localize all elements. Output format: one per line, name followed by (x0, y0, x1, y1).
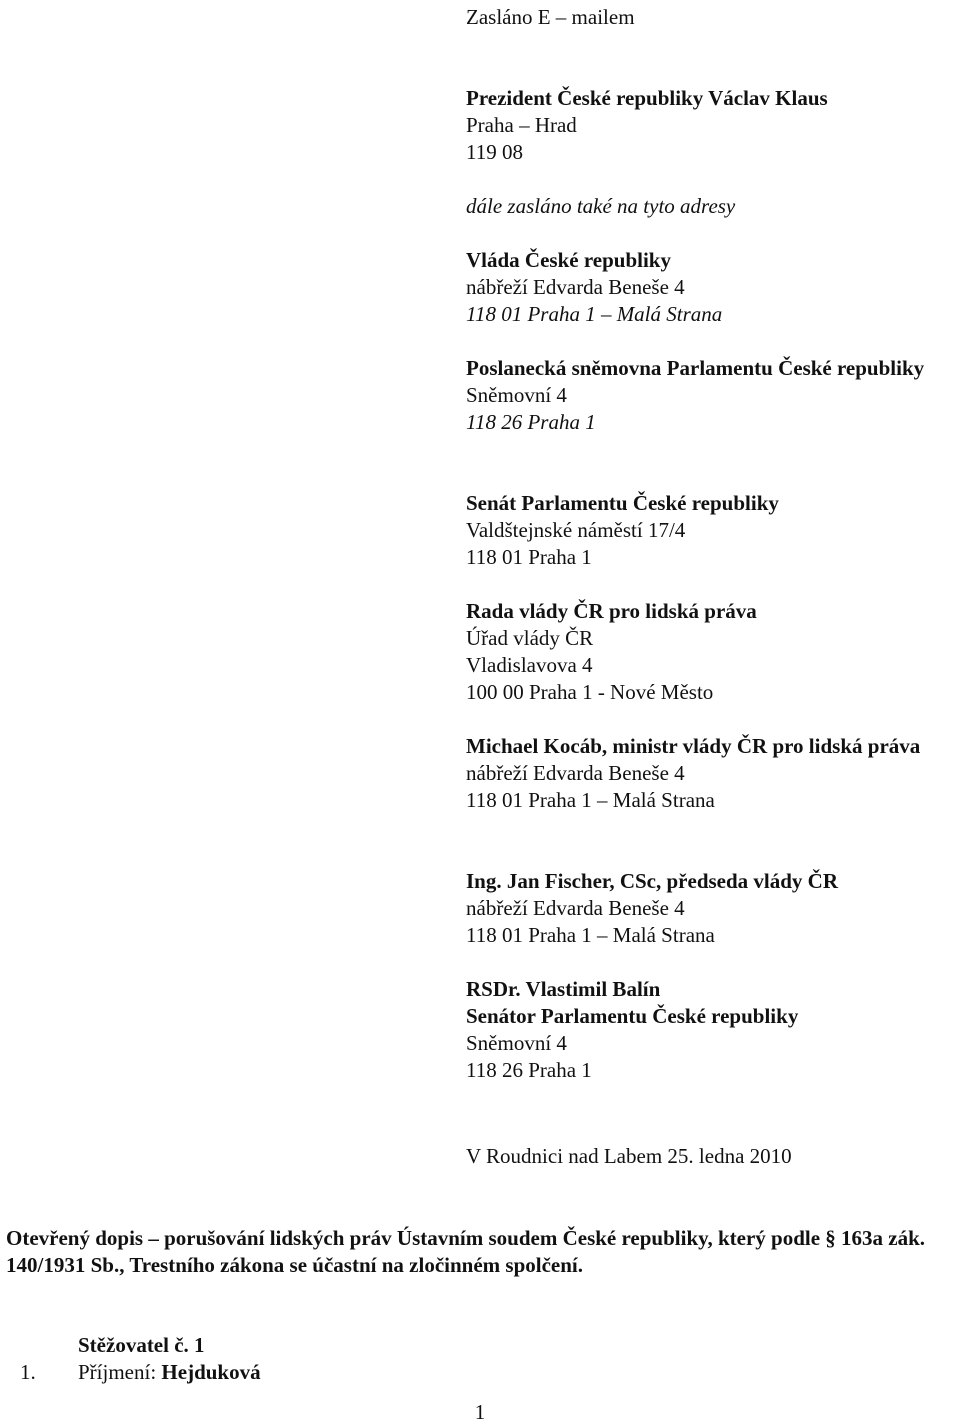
address-line: Michael Kocáb, ministr vlády ČR pro lidská práva (466, 734, 921, 758)
address-block (466, 733, 940, 814)
address-block (466, 247, 940, 328)
address-line: Ing. Jan Fischer, CSc, předseda vlády ČR (466, 869, 839, 893)
address-line: Rada vlády ČR pro lidská práva (466, 599, 757, 623)
address-block (466, 976, 940, 1084)
address-block (466, 598, 940, 706)
address-block (466, 490, 940, 571)
address-line: Senát Parlamentu České republiky (466, 491, 779, 515)
address-line: 118 01 Praha 1 – Malá Strana (466, 788, 715, 812)
address-line: Praha – Hrad (466, 113, 577, 137)
address-line: 100 00 Praha 1 - Nové Město (466, 680, 714, 704)
address-line: Vladislavova 4 (466, 653, 593, 677)
address-line: dále zasláno také na tyto adresy (466, 194, 736, 218)
letter-subject: Otevřený dopis – porušování lidských práv Ústavním soudem České republiky, který podle § 163a zák. 140/1931 Sb., Trestního zákona se účastní na zločinném spolčení. (6, 1226, 926, 1277)
surname-label: Příjmení: (78, 1360, 162, 1384)
address-line: Prezident České republiky Václav Klaus (466, 86, 828, 110)
address-block (466, 85, 940, 166)
address-line: Sněmovní 4 (466, 383, 567, 407)
address-line: Vláda České republiky (466, 248, 671, 272)
complainant-heading: Stěžovatel č. 1 (78, 1333, 205, 1357)
address-line: 118 01 Praha 1 (466, 545, 592, 569)
address-line: Poslanecká sněmovna Parlamentu České republiky (466, 356, 925, 380)
address-block (466, 193, 940, 220)
surname-value: Hejduková (161, 1360, 261, 1384)
address-line: 118 01 Praha 1 – Malá Strana (466, 302, 723, 326)
item-number: 1. (20, 1360, 36, 1384)
address-line: nábřeží Edvarda Beneše 4 (466, 896, 685, 920)
address-line: 118 26 Praha 1 (466, 410, 596, 434)
address-block (466, 355, 940, 436)
address-line: nábřeží Edvarda Beneše 4 (466, 275, 685, 299)
address-line: Valdštejnské náměstí 17/4 (466, 518, 686, 542)
address-line: nábřeží Edvarda Beneše 4 (466, 761, 685, 785)
address-line: 118 01 Praha 1 – Malá Strana (466, 923, 715, 947)
address-line: Sněmovní 4 (466, 1031, 567, 1055)
address-line: 119 08 (466, 140, 523, 164)
address-line: Úřad vlády ČR (466, 626, 594, 650)
address-line: RSDr. Vlastimil Balín (466, 977, 661, 1001)
address-line: Senátor Parlamentu České republiky (466, 1004, 799, 1028)
sent-via-email-note: Zasláno E – mailem (466, 5, 635, 29)
address-line: 118 26 Praha 1 (466, 1058, 592, 1082)
date-line: V Roudnici nad Labem 25. ledna 2010 (466, 1144, 792, 1168)
page-number: 1 (474, 1400, 486, 1424)
address-block (466, 868, 940, 949)
complainant-surname-item (20, 1359, 261, 1386)
